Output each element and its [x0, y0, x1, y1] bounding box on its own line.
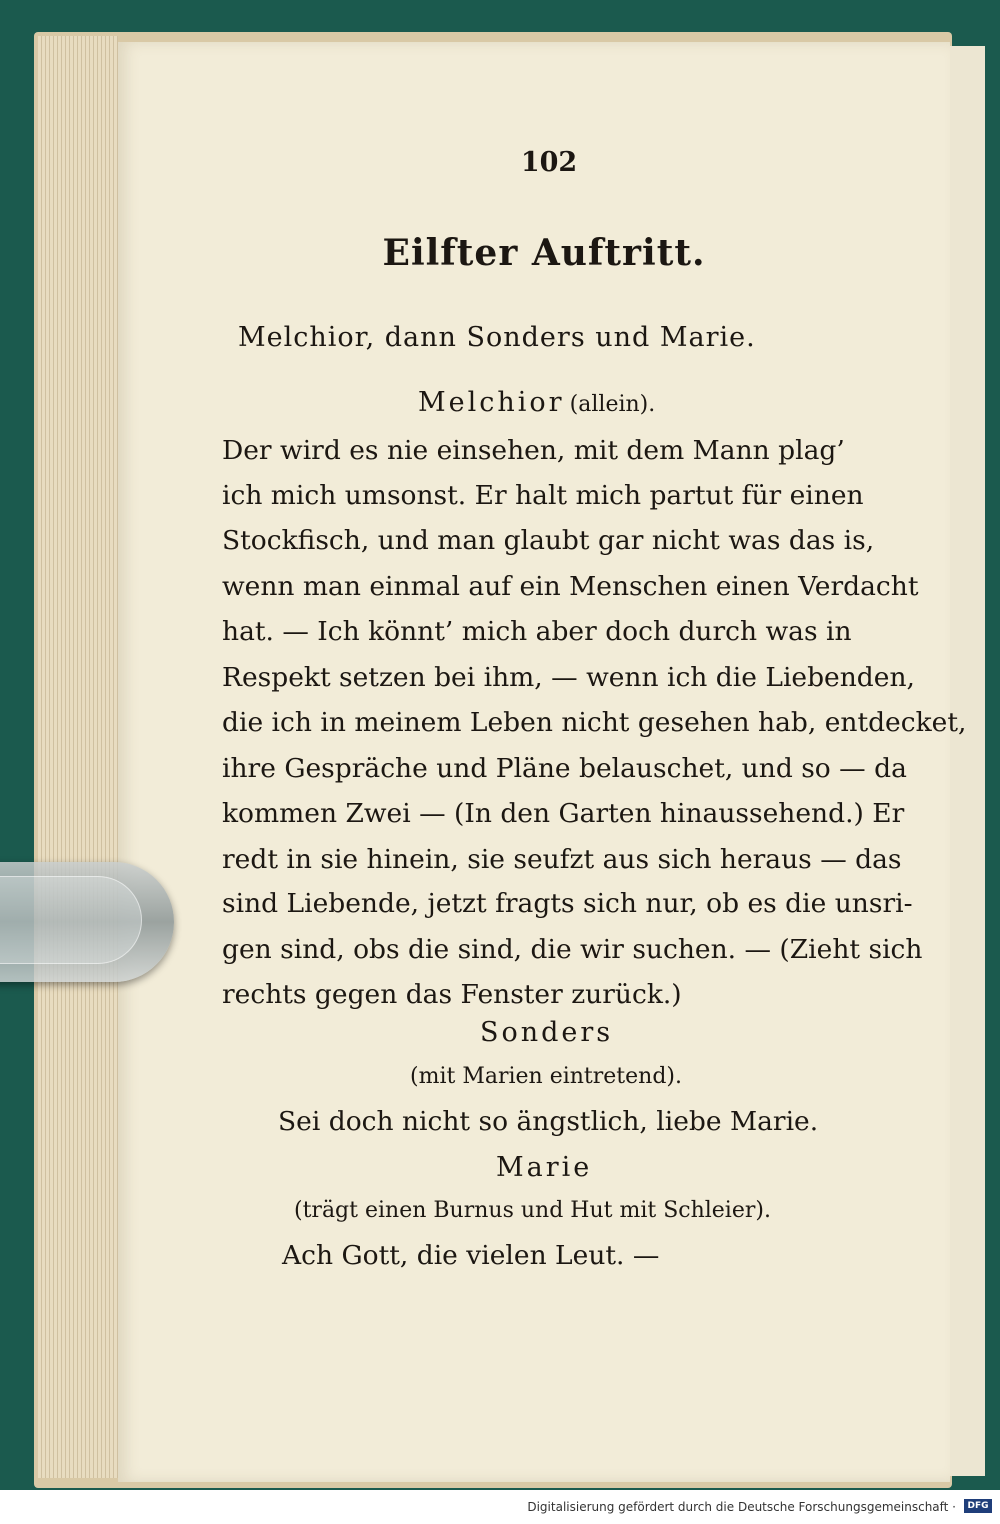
page-stack-edges — [38, 36, 118, 1478]
facing-page-edge — [948, 46, 985, 1476]
speech-line: hat. — Ich könnt’ mich aber doch durch was in — [222, 616, 852, 647]
speech-line: Stockfisch, und man glaubt gar nicht was das is, — [222, 525, 875, 556]
speaker-name: Marie — [496, 1152, 593, 1183]
speech-line: Respekt setzen bei ihm, — wenn ich die Liebenden, — [222, 662, 915, 693]
stage-direction: (allein). — [569, 392, 656, 417]
page-number: 102 — [520, 147, 578, 178]
speech-line: wenn man einmal auf ein Menschen einen Verdacht — [222, 571, 919, 602]
digitization-footer — [0, 1490, 1000, 1524]
stage-direction: (mit Marien eintretend). — [410, 1064, 682, 1089]
page-clip — [0, 862, 174, 982]
character-list: Melchior, dann Sonders und Marie. — [238, 322, 756, 353]
speech-line: Sei doch nicht so ängstlich, liebe Marie. — [278, 1106, 819, 1137]
speech-line: Der wird es nie einsehen, mit dem Mann plag’ — [222, 435, 845, 466]
speech-heading — [418, 387, 655, 418]
speaker-name: Sonders — [480, 1017, 614, 1048]
speech-line: die ich in meinem Leben nicht gesehen hab, entdecket, — [222, 707, 967, 738]
speech-line: ich mich umsonst. Er halt mich partut für einen — [222, 480, 864, 511]
speaker-name: Melchior — [418, 387, 565, 418]
speech-line: gen sind, obs die sind, die wir suchen. — (Zieht sich — [222, 934, 923, 965]
speech-line: ihre Gespräche und Pläne belauschet, und so — da — [222, 753, 907, 784]
funding-notice: Digitalisierung gefördert durch die Deutsche Forschungsgemeinschaft · — [527, 1500, 956, 1514]
scene-title: Eilfter Auftritt. — [382, 232, 706, 274]
speech-line: sind Liebende, jetzt fragts sich nur, ob es die unsri- — [222, 888, 913, 919]
speech-line: redt in sie hinein, sie seufzt aus sich heraus — das — [222, 844, 902, 875]
speech-line: rechts gegen das Fenster zurück.) — [222, 979, 682, 1010]
page-clip-highlight — [0, 876, 142, 964]
stage-direction: (trägt einen Burnus und Hut mit Schleier). — [294, 1198, 771, 1223]
dfg-logo-icon: DFG — [964, 1499, 992, 1513]
speech-line: Ach Gott, die vielen Leut. — — [282, 1240, 660, 1271]
book-page — [118, 42, 967, 1482]
speech-line: kommen Zwei — (In den Garten hinaussehend.) Er — [222, 798, 905, 829]
